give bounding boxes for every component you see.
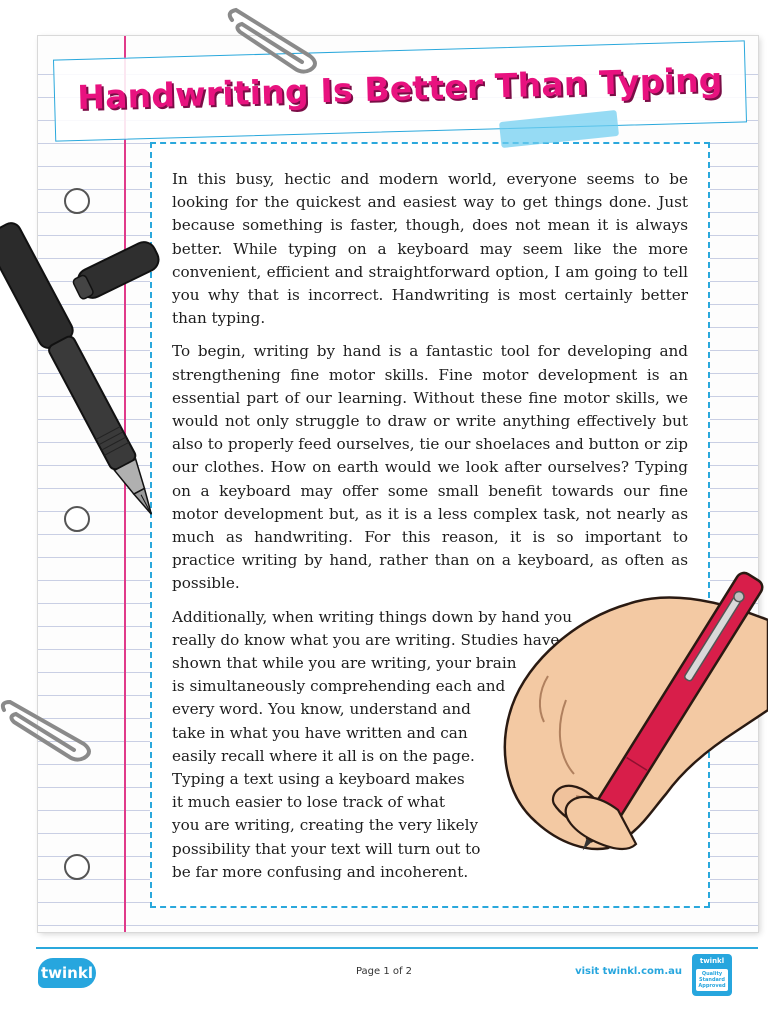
paperclip-icon <box>0 700 95 764</box>
paragraph-3-line: Typing a text using a keyboard makes <box>172 770 465 789</box>
badge-subtitle: Quality Standard Approved <box>696 969 728 991</box>
paragraph-2: To begin, writing by hand is a fantastic tool for developing and strengthening fine motor skills. Fine motor development is an essential part of our learning. Without these fine motor skills, we would not only struggle to draw or write anything effectively but also to properly feed ourselves, tie our shoelaces and button or zip our clothes. How on earth would we look after ourselves? Typing on a keyboard may offer some small benefit towards our fine motor development but, as it is a less complex task, not nearly as much as handwriting. For this reason, it is so important to practice writing by hand, rather than on a keyboard, as often as possible. <box>172 342 688 593</box>
paragraph-3-line: every word. You know, understand and <box>172 700 471 719</box>
site-link[interactable]: visit twinkl.com.au <box>575 966 682 977</box>
paragraph-3-line: take in what you have written and can <box>172 723 468 742</box>
paragraph-3-line: be far more confusing and incoherent. <box>172 862 469 881</box>
quality-badge <box>692 954 732 996</box>
paragraph-3-line: easily recall where it all is on the page. <box>172 746 475 765</box>
paragraph-3-line: is simultaneously comprehending each and <box>172 677 506 696</box>
page-number: Page 1 of 2 <box>355 966 413 977</box>
paragraph-3-line: it much easier to lose track of what <box>172 793 446 812</box>
punch-hole <box>64 854 90 880</box>
paragraph-3-line: possibility that your text will turn out to <box>172 839 481 858</box>
paragraph-3-line: shown that while you are writing, your brain <box>172 654 517 673</box>
twinkl-logo[interactable]: twinkl <box>38 958 96 988</box>
paragraph-3-line: you are writing, creating the very likely <box>172 816 479 835</box>
badge-title: twinkl <box>699 957 725 965</box>
hand-holding-red-pen-icon <box>468 560 768 910</box>
pen-cap-icon <box>66 230 166 310</box>
footer-rule <box>36 947 758 949</box>
paragraph-3-line: really do know what you are writing. Studies have <box>172 630 560 649</box>
paperclip-icon <box>222 6 322 76</box>
paragraph-1: In this busy, hectic and modern world, everyone seems to be looking for the quickest and easiest way to get things done. Just because something is faster, though, does not mean it is always better. While typing on a keyboard may seem like the more convenient, efficient and straightforward option, I am going to tell you why that is incorrect. Handwriting is most certainly better than typing. <box>172 170 688 328</box>
page-title: Handwriting Is Better Than Typing <box>76 59 724 118</box>
paragraph-3-line: Additionally, when writing things down by hand you <box>172 607 573 626</box>
